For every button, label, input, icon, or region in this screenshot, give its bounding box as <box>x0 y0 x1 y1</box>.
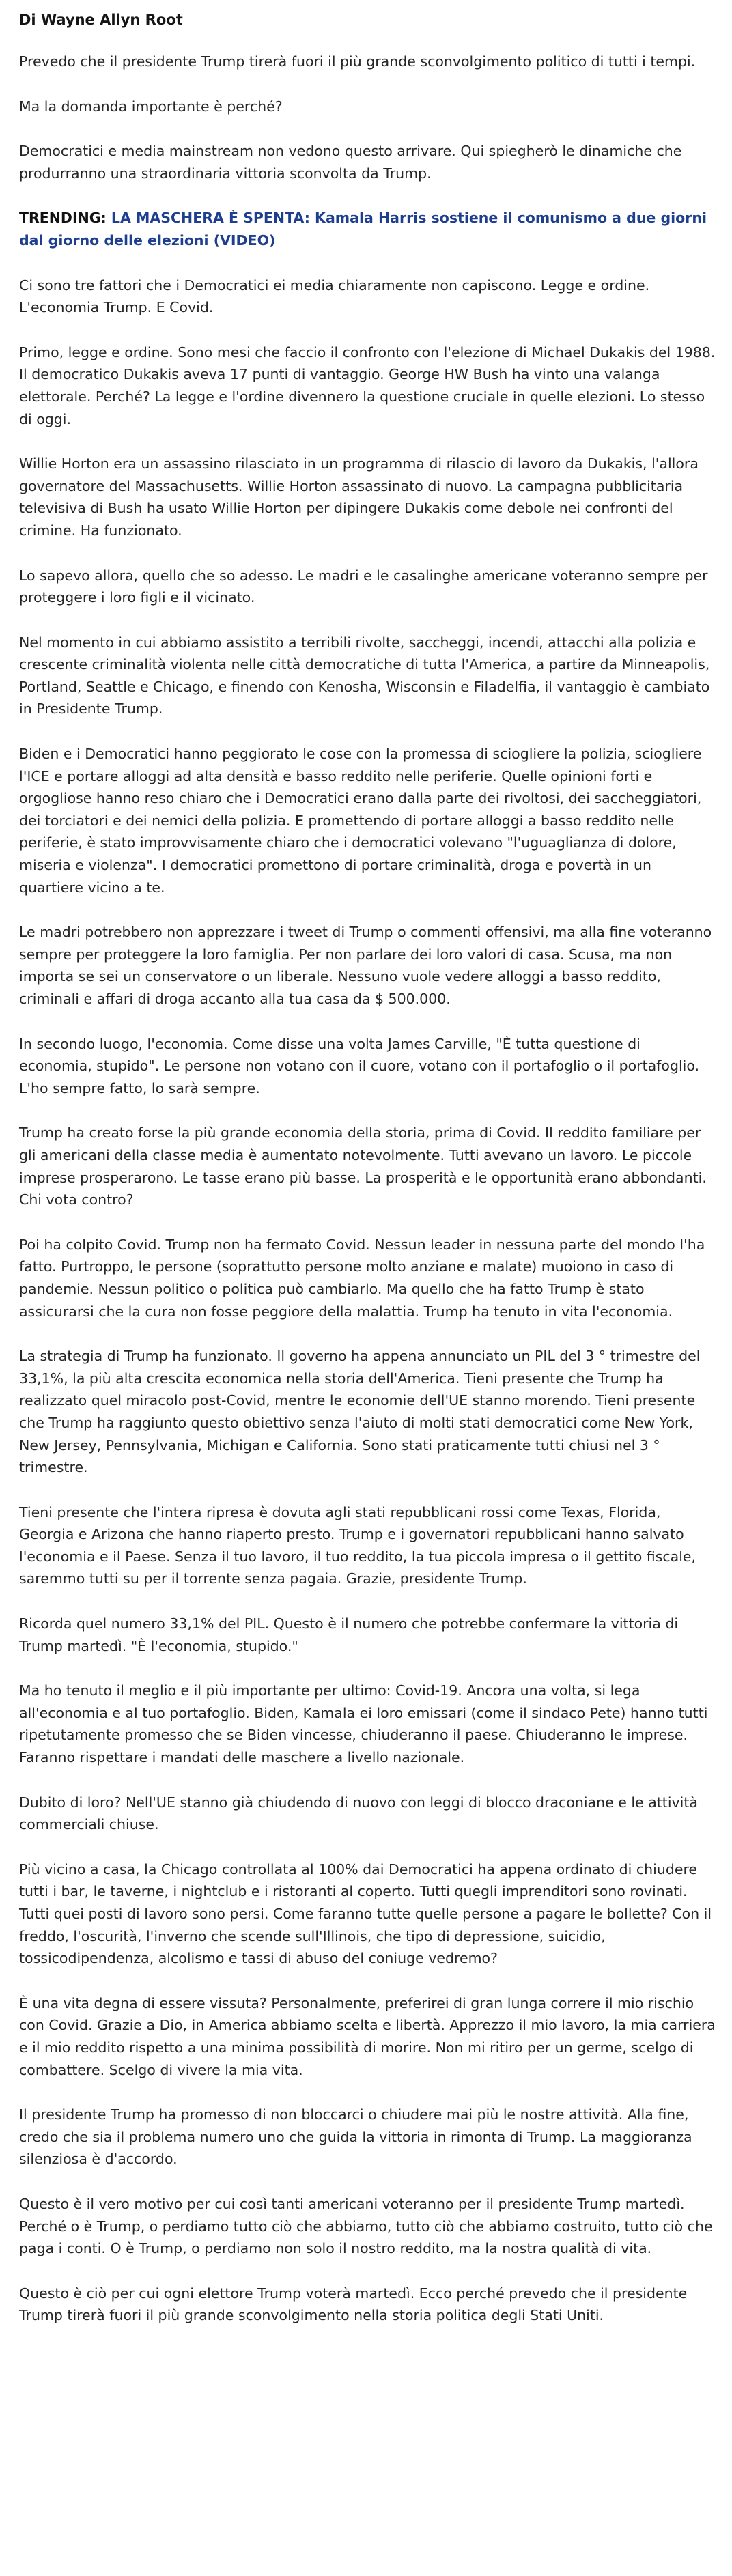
body-paragraph-20: Questo è ciò per cui ogni elettore Trump voterà martedì. Ecco perché prevedo che il presidente Trump tirerà fuori il più grande sconvolgimento nella storia politica degli Stati Uniti. <box>19 2284 688 2324</box>
intro-paragraph-2: Ma la domanda importante è perché? <box>19 98 283 115</box>
body-paragraph-9: Trump ha creato forse la più grande economia della storia, prima di Covid. Il reddito familiare per gli americani della classe media è aumentato notevolmente. Tutti avevano un lavoro. Le piccole imprese prosperarono. Le tasse erano più basse. La prosperità e le opportunità erano abbondanti. Chi vota contro? <box>19 1124 707 1208</box>
trending-callout <box>19 207 716 251</box>
body-paragraph-15: Dubito di loro? Nell'UE stanno già chiudendo di nuovo con leggi di blocco draconiane e le attività commerciali chiuse. <box>19 1794 698 1833</box>
body-paragraph-11: La strategia di Trump ha funzionato. Il governo ha appena annunciato un PIL del 3 ° trimestre del 33,1%, la più alta crescita economica nella storia dell'America. Tieni presente che Trump ha realizzato quel miracolo post-Covid, mentre le economie dell'UE stanno morendo. Tieni presente che Trump ha raggiunto questo obiettivo senza l'aiuto di molti stati democratici come New York, New Jersey, Pennsylvania, Michigan e California. Sono stati praticamente tutti chiusi nel 3 ° trimestre. <box>19 1348 701 1476</box>
body-paragraph-18: Il presidente Trump ha promesso di non bloccarci o chiudere mai più le nostre attività. Alla fine, credo che sia il problema numero uno che guida la vittoria in rimonta di Trump. La maggioranza silenziosa è d'accordo. <box>19 2106 692 2168</box>
body-paragraph-17: È una vita degna di essere vissuta? Personalmente, preferirei di gran lunga correre il mio rischio con Covid. Grazie a Dio, in America abbiamo scelta e libertà. Apprezzo il mio lavoro, la mia carriera e il mio reddito rispetto a una minima possibilità di morire. Non mi ritiro per un germe, scelgo di combattere. Scelgo di vivere la mia vita. <box>19 1994 716 2078</box>
body-paragraph-6: Biden e i Democratici hanno peggiorato le cose con la promessa di sciogliere la polizia, sciogliere l'ICE e portare alloggi ad alta densità e basso reddito nelle periferie. Quelle opinioni forti e orgogliose hanno reso chiaro che i Democratici erano dalla parte dei rivoltosi, dei saccheggiatori, dei torciatori e dei nemici della polizia. E promettendo di portare alloggi a basso reddito nelle periferie, è stato improvvisamente chiaro che i democratici volevano "l'uguaglianza di dolore, miseria e violenza". I democratici promettono di portare criminalità, droga e povertà in un quartiere vicino a te. <box>19 746 702 896</box>
body-paragraph-5: Nel momento in cui abbiamo assistito a terribili rivolte, saccheggi, incendi, attacchi alla polizia e crescente criminalità violenta nelle città democratiche di tutta l'America, a partire da Minneapolis, Portland, Seattle e Chicago, e finendo con Kenosha, Wisconsin e Filadelfia, il vantaggio è cambiato in Presidente Trump. <box>19 634 710 718</box>
body-paragraph-12: Tieni presente che l'intera ripresa è dovuta agli stati repubblicani rossi come Texas, Florida, Georgia e Arizona che hanno riaperto presto. Trump e i governatori repubblicani hanno salvato l'economia e il Paese. Senza il tuo lavoro, il tuo reddito, la tua piccola impresa o il gettito fiscale, saremmo tutti su per il torrente senza pagaia. Grazie, presidente Trump. <box>19 1503 696 1587</box>
body-paragraph-16: Più vicino a casa, la Chicago controllata al 100% dai Democratici ha appena ordinato di chiudere tutti i bar, le taverne, i nightclub e i ristoranti al coperto. Tutti quegli imprenditori sono rovinati. Tutti quei posti di lavoro sono persi. Come faranno tutte quelle persone a pagare le bollette? Con il freddo, l'oscurità, l'inverno che scende sull'Illinois, che tipo di depressione, suicidio, tossicodipendenza, alcolismo e tassi di abuso del coniuge vedremo? <box>19 1860 712 1967</box>
intro-paragraph-3: Democratici e media mainstream non vedono questo arrivare. Qui spiegherò le dinamiche che produrranno una straordinaria vittoria sconvolta da Trump. <box>19 143 682 182</box>
intro-paragraph-1: Prevedo che il presidente Trump tirerà fuori il più grande sconvolgimento politico di tutti i tempi. <box>19 53 696 70</box>
trending-headline-link[interactable]: LA MASCHERA È SPENTA: Kamala Harris sostiene il comunismo a due giorni dal giorno delle elezioni (VIDEO) <box>19 210 707 249</box>
body-paragraph-19: Questo è il vero motivo per cui così tanti americani voteranno per il presidente Trump martedì. Perché o è Trump, o perdiamo tutto ciò che abbiamo, tutto ciò che abbiamo costruito, tutto ciò che paga i conti. O è Trump, o perdiamo non solo il nostro reddito, ma la nostra qualità di vita. <box>19 2195 713 2257</box>
trending-label: TRENDING: <box>19 210 107 227</box>
body-paragraph-10: Poi ha colpito Covid. Trump non ha fermato Covid. Nessun leader in nessuna parte del mondo l'ha fatto. Purtroppo, le persone (soprattutto persone molto anziane e malate) muoiono in caso di pandemie. Nessun politico o politica può cambiarlo. Ma quello che ha fatto Trump è stato assicurarsi che la cura non fosse peggiore della malattia. Trump ha tenuto in vita l'economia. <box>19 1236 705 1320</box>
body-paragraph-1: Ci sono tre fattori che i Democratici ei media chiaramente non capiscono. Legge e ordine. L'economia Trump. E Covid. <box>19 277 650 316</box>
body-paragraph-2: Primo, legge e ordine. Sono mesi che faccio il confronto con l'elezione di Michael Dukakis del 1988. Il democratico Dukakis aveva 17 punti di vantaggio. George HW Bush ha vinto una valanga elettorale. Perché? La legge e l'ordine divennero la questione cruciale in quelle elezioni. Lo stesso di oggi. <box>19 343 716 427</box>
body-paragraph-4: Lo sapevo allora, quello che so adesso. Le madri e le casalinghe americane voteranno sempre per proteggere i loro figli e il vicinato. <box>19 567 708 606</box>
body-paragraph-13: Ricorda quel numero 33,1% del PIL. Questo è il numero che potrebbe confermare la vittoria di Trump martedì. "È l'economia, stupido." <box>19 1615 679 1654</box>
body-paragraph-8: In secondo luogo, l'economia. Come disse una volta James Carville, "È tutta questione di economia, stupido". Le persone non votano con il cuore, votano con il portafoglio o il portafoglio. L'ho sempre fatto, lo sarà sempre. <box>19 1035 700 1096</box>
author-byline: Di Wayne Allyn Root <box>19 12 183 28</box>
body-paragraph-3: Willie Horton era un assassino rilasciato in un programma di rilascio di lavoro da Dukakis, l'allora governatore del Massachusetts. Willie Horton assassinato di nuovo. La campagna pubblicitaria televisiva di Bush ha usato Willie Horton per dipingere Dukakis come debole nei confronti del crimine. Ha funzionato. <box>19 455 699 539</box>
body-paragraph-14: Ma ho tenuto il meglio e il più importante per ultimo: Covid-19. Ancora una volta, si lega all'economia e al tuo portafoglio. Biden, Kamala ei loro emissari (come il sindaco Pete) hanno tutti ripetutamente promesso che se Biden vincesse, chiuderanno il paese. Chiuderanno le imprese. Faranno rispettare i mandati delle maschere a livello nazionale. <box>19 1682 708 1766</box>
body-paragraph-7: Le madri potrebbero non apprezzare i tweet di Trump o commenti offensivi, ma alla fine voteranno sempre per proteggere la loro famiglia. Per non parlare dei loro valori di casa. Scusa, ma non importa se sei un conservatore o un liberale. Nessuno vuole vedere alloggi a basso reddito, criminali e affari di droga accanto alla tua casa da $ 500.000. <box>19 924 712 1007</box>
